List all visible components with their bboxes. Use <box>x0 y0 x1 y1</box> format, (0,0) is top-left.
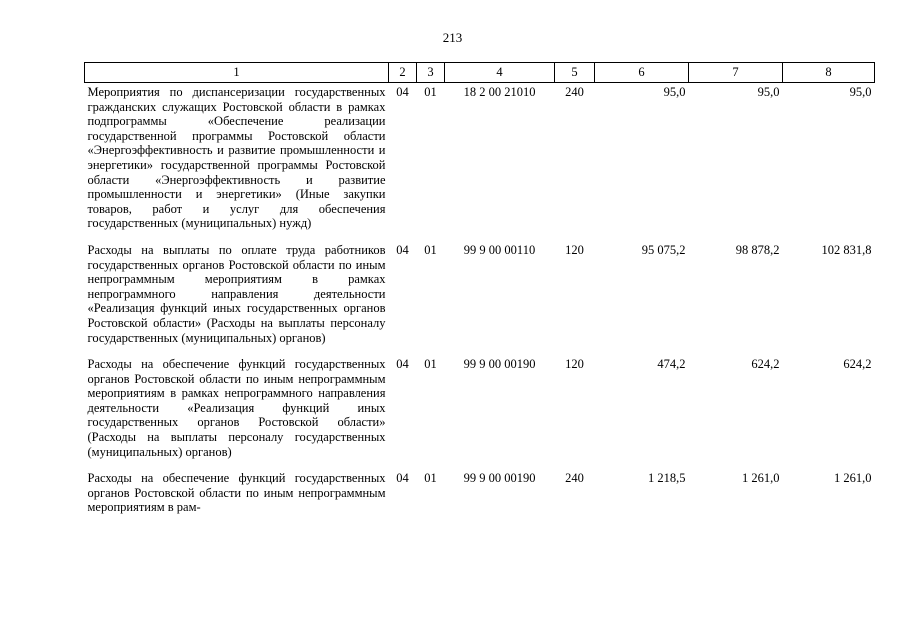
column-header-1: 1 <box>85 63 389 83</box>
column-header-4: 4 <box>445 63 555 83</box>
row-name: Мероприятия по диспансеризации государственных гражданских служащих Ростовской области в рамках подпрограммы «Обеспечение реализации государственной программы Ростовской области «Энергоэффективность и развитие промышленности и энергетики» государственной программы Ростовской области «Энергоэффективность и развитие промышленности и энергетики» (Иные закупки товаров, работ и услуг для обеспечения государственных (муниципальных) нужд) <box>87 85 386 231</box>
row-name: Расходы на обеспечение функций государственных органов Ростовской области по иным непрограммным мероприятиям в рам- <box>87 471 386 515</box>
row-subsection: 01 <box>424 242 437 257</box>
row-expense-type: 120 <box>565 357 584 372</box>
row-subsection: 01 <box>424 85 437 99</box>
table-row <box>85 355 875 469</box>
row-amount-col6: 95 075,2 <box>641 242 686 257</box>
row-amount-col7: 98 878,2 <box>735 242 780 257</box>
row-name: Расходы на обеспечение функций государственных органов Ростовской области по иным непрограммным мероприятиям в рамках непрограммного направления деятельности «Реализация функций иных государственных органов Ростовской области» (Расходы на выплаты персоналу государственных (муниципальных) органов) <box>87 357 386 459</box>
row-target-code: 99 9 00 00110 <box>463 242 536 257</box>
column-header-8: 8 <box>783 63 875 83</box>
row-section: 04 <box>396 85 409 99</box>
column-header-5: 5 <box>555 63 595 83</box>
row-amount-col8: 102 831,8 <box>821 242 872 257</box>
column-header-2: 2 <box>389 63 417 83</box>
row-amount-col8: 624,2 <box>843 357 872 372</box>
column-header-7: 7 <box>689 63 783 83</box>
row-amount-col6: 1 218,5 <box>648 471 686 486</box>
row-name: Расходы на выплаты по оплате труда работников государственных органов Ростовской области по иным непрограммным мероприятиям в рамках непрограммного направления деятельности «Реализация функций иных государственных органов Ростовской области» (Расходы на выплаты персоналу государственных (муниципальных) органов) <box>87 242 386 345</box>
row-amount-col8: 95,0 <box>849 85 872 99</box>
row-target-code: 99 9 00 00190 <box>463 357 536 372</box>
table-row <box>85 469 875 525</box>
row-target-code: 18 2 00 21010 <box>463 85 536 99</box>
row-subsection: 01 <box>424 357 437 372</box>
row-expense-type: 240 <box>565 471 584 486</box>
row-amount-col7: 1 261,0 <box>742 471 780 486</box>
row-amount-col6: 95,0 <box>663 85 686 99</box>
row-amount-col7: 95,0 <box>757 85 780 99</box>
row-target-code: 99 9 00 00190 <box>463 471 536 486</box>
column-header-6: 6 <box>595 63 689 83</box>
row-subsection: 01 <box>424 471 437 486</box>
row-section: 04 <box>396 357 409 372</box>
row-expense-type: 120 <box>565 242 584 257</box>
header-row <box>85 63 875 83</box>
row-section: 04 <box>396 471 409 486</box>
budget-table <box>84 62 875 525</box>
row-amount-col6: 474,2 <box>657 357 686 372</box>
row-expense-type: 240 <box>565 85 584 99</box>
page-number: 213 <box>442 30 463 45</box>
column-header-3: 3 <box>417 63 445 83</box>
table-row <box>85 241 875 355</box>
table-row <box>85 83 875 241</box>
row-section: 04 <box>396 242 409 257</box>
row-amount-col8: 1 261,0 <box>834 471 872 486</box>
row-amount-col7: 624,2 <box>751 357 780 372</box>
